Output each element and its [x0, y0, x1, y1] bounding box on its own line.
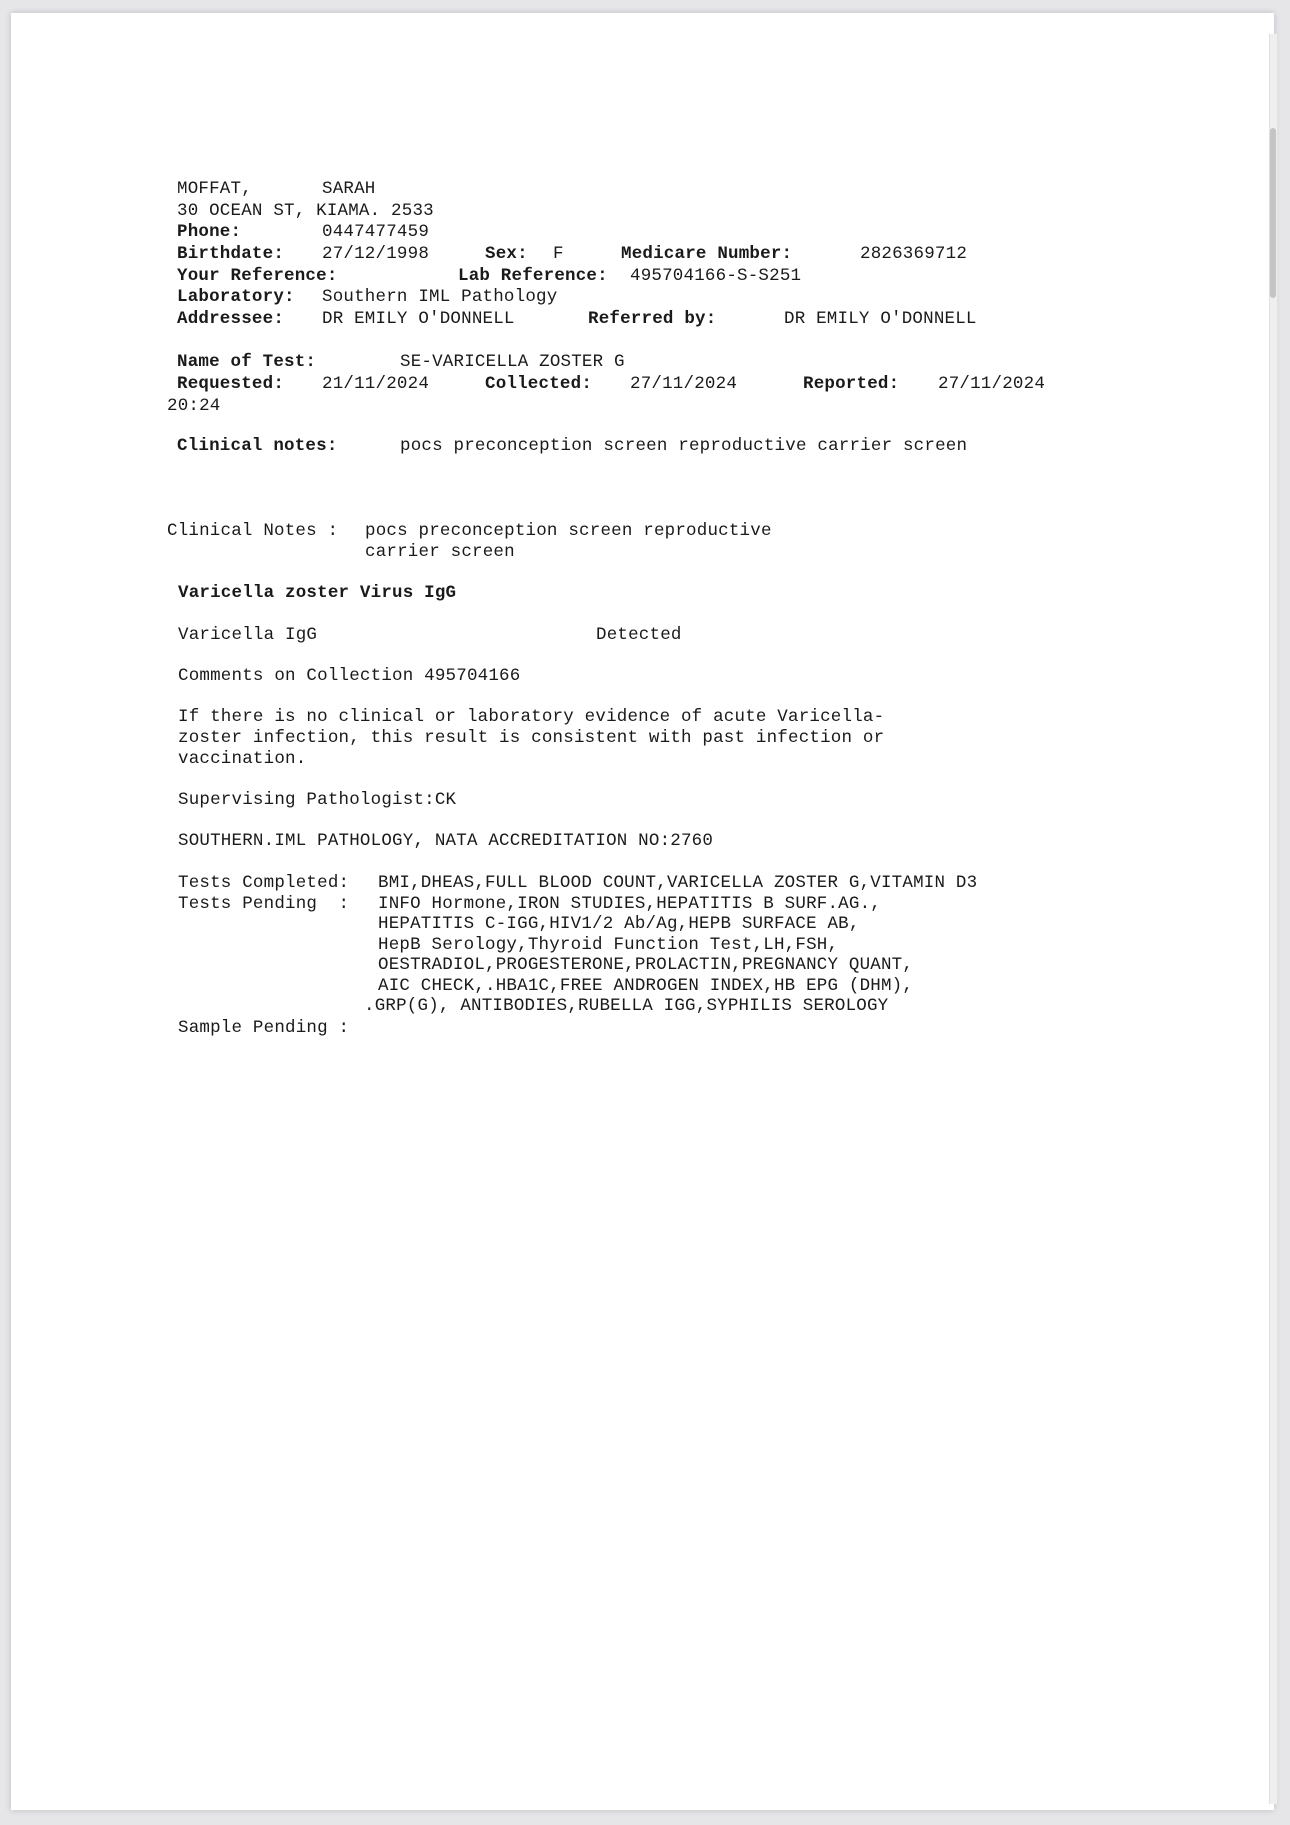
- report-notes-line1: pocs preconception screen reproductive: [365, 521, 772, 541]
- test-name-label: Name of Test:: [177, 352, 317, 372]
- tests-pending-line6: .GRP(G), ANTIBODIES,RUBELLA IGG,SYPHILIS SEROLOGY: [364, 996, 889, 1016]
- clinical-notes-label: Clinical notes:: [177, 436, 338, 456]
- report-notes-label: Clinical Notes :: [167, 521, 339, 541]
- your-reference-label: Your Reference:: [177, 266, 338, 286]
- phone-value: 0447477459: [322, 222, 430, 242]
- tests-pending-line2: HEPATITIS C-IGG,HIV1/2 Ab/Ag,HEPB SURFACE AB,: [378, 914, 860, 934]
- medicare-label: Medicare Number:: [621, 244, 793, 264]
- collected-value: 27/11/2024: [630, 374, 738, 394]
- birthdate-value: 27/12/1998: [322, 244, 430, 264]
- referred-by-label: Referred by:: [588, 309, 717, 329]
- result-label: Varicella IgG: [178, 625, 318, 645]
- tests-pending-line5: AIC CHECK,.HBA1C,FREE ANDROGEN INDEX,HB EPG (DHM),: [378, 976, 914, 996]
- patient-given-name: SARAH: [322, 179, 376, 199]
- scrollbar-thumb[interactable]: [1270, 128, 1276, 298]
- requested-label: Requested:: [177, 374, 285, 394]
- sex-value: F: [553, 244, 564, 264]
- phone-label: Phone:: [177, 222, 242, 242]
- sex-label: Sex:: [485, 244, 528, 264]
- section-title: Varicella zoster Virus IgG: [178, 583, 457, 603]
- tests-completed-value: BMI,DHEAS,FULL BLOOD COUNT,VARICELLA ZOSTER G,VITAMIN D3: [378, 873, 978, 893]
- reported-label: Reported:: [803, 374, 900, 394]
- medicare-value: 2826369712: [860, 244, 968, 264]
- reported-time: 20:24: [167, 396, 221, 416]
- interpretation-line3: vaccination.: [178, 749, 307, 769]
- addressee-label: Addressee:: [177, 309, 285, 329]
- tests-pending-line4: OESTRADIOL,PROGESTERONE,PROLACTIN,PREGNANCY QUANT,: [378, 955, 914, 975]
- supervising-pathologist: Supervising Pathologist:CK: [178, 790, 457, 810]
- interpretation-line2: zoster infection, this result is consistent with past infection or: [178, 728, 885, 748]
- lab-reference-label: Lab Reference:: [458, 266, 608, 286]
- tests-pending-label: Tests Pending :: [178, 894, 350, 914]
- report-notes-line2: carrier screen: [365, 542, 515, 562]
- tests-pending-line1: INFO Hormone,IRON STUDIES,HEPATITIS B SURF.AG.,: [378, 894, 881, 914]
- tests-pending-line3: HepB Serology,Thyroid Function Test,LH,FSH,: [378, 935, 839, 955]
- scrollbar-track[interactable]: [1269, 34, 1277, 1804]
- test-name-value: SE-VARICELLA ZOSTER G: [400, 352, 625, 372]
- interpretation-line1: If there is no clinical or laboratory evidence of acute Varicella-: [178, 707, 885, 727]
- collection-comments: Comments on Collection 495704166: [178, 666, 521, 686]
- patient-surname: MOFFAT,: [177, 179, 252, 199]
- birthdate-label: Birthdate:: [177, 244, 285, 264]
- clinical-notes-value: pocs preconception screen reproductive carrier screen: [400, 436, 968, 456]
- patient-address: 30 OCEAN ST, KIAMA. 2533: [177, 201, 434, 221]
- requested-value: 21/11/2024: [322, 374, 430, 394]
- laboratory-label: Laboratory:: [177, 287, 295, 307]
- sample-pending-label: Sample Pending :: [178, 1018, 350, 1038]
- collected-label: Collected:: [485, 374, 593, 394]
- accreditation: SOUTHERN.IML PATHOLOGY, NATA ACCREDITATION NO:2760: [178, 831, 714, 851]
- tests-completed-label: Tests Completed:: [178, 873, 350, 893]
- reported-value: 27/11/2024: [938, 374, 1046, 394]
- laboratory-value: Southern IML Pathology: [322, 287, 558, 307]
- result-value: Detected: [596, 625, 682, 645]
- referred-by-value: DR EMILY O'DONNELL: [784, 309, 977, 329]
- lab-reference-value: 495704166-S-S251: [630, 266, 802, 286]
- addressee-value: DR EMILY O'DONNELL: [322, 309, 515, 329]
